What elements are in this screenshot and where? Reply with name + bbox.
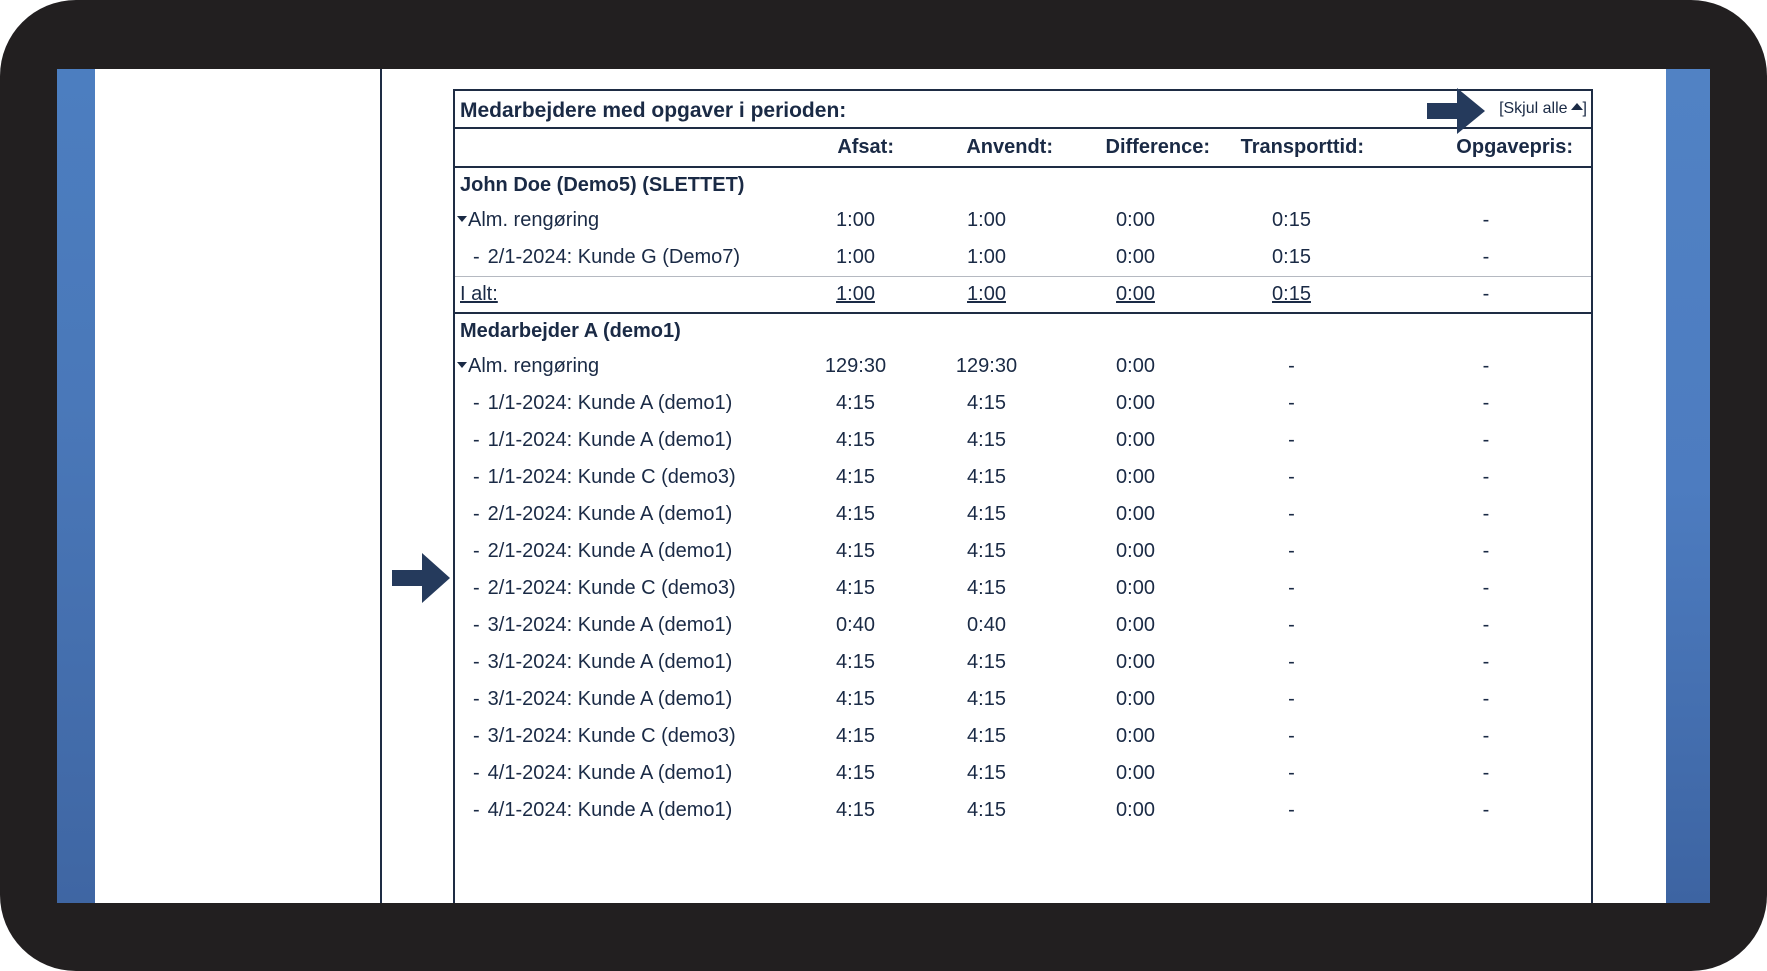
task-name-cell[interactable] <box>455 348 775 385</box>
task-row[interactable] <box>455 202 1591 239</box>
item-label: 3/1-2024: Kunde A (demo1) <box>487 651 733 673</box>
table-row <box>455 792 1591 829</box>
item-label: 3/1-2024: Kunde C (demo3) <box>487 725 736 747</box>
price-cell: - <box>1482 209 1490 231</box>
price-cell: - <box>1482 651 1490 673</box>
afsat-cell: 4:15 <box>836 540 875 562</box>
transport-cell: - <box>1288 688 1295 710</box>
transport-cell: - <box>1288 503 1295 525</box>
difference-cell: 0:00 <box>1116 799 1155 821</box>
table-header-row <box>455 129 1591 167</box>
table-row <box>455 681 1591 718</box>
afsat-cell: 4:15 <box>836 577 875 599</box>
item-label-cell: - 3/1-2024: Kunde A (demo1) <box>473 651 733 673</box>
price-cell: - <box>1482 577 1490 599</box>
transport-cell: - <box>1288 799 1295 821</box>
difference-cell: 0:00 <box>1116 355 1155 377</box>
difference-cell: 0:00 <box>1116 577 1155 599</box>
table-row <box>455 718 1591 755</box>
employees-table <box>455 129 1591 829</box>
price-cell: - <box>1482 392 1490 414</box>
table-row <box>455 607 1591 644</box>
difference-cell: 0:00 <box>1116 688 1155 710</box>
table-row <box>455 644 1591 681</box>
panel-header <box>455 91 1591 129</box>
item-label-cell: - 2/1-2024: Kunde A (demo1) <box>473 503 733 525</box>
item-label-cell: - 1/1-2024: Kunde A (demo1) <box>473 429 733 451</box>
difference-cell: 0:00 <box>1116 651 1155 673</box>
afsat-cell: 4:15 <box>836 429 875 451</box>
item-label: 2/1-2024: Kunde A (demo1) <box>487 503 733 525</box>
item-label: 1/1-2024: Kunde C (demo3) <box>487 466 736 488</box>
caret-down-icon[interactable] <box>457 216 467 222</box>
transport-cell: - <box>1288 651 1295 673</box>
total-price: - <box>1371 277 1591 314</box>
price-cell: - <box>1482 246 1490 268</box>
anvendt-cell: 4:15 <box>967 392 1006 414</box>
anvendt-cell: 4:15 <box>967 540 1006 562</box>
price-cell: - <box>1482 688 1490 710</box>
task-name: Alm. rengøring <box>468 355 600 377</box>
item-label: 2/1-2024: Kunde G (Demo7) <box>487 246 741 268</box>
afsat-cell: 4:15 <box>836 688 875 710</box>
afsat-cell: 0:40 <box>836 614 875 636</box>
item-label: 3/1-2024: Kunde A (demo1) <box>487 614 733 636</box>
employee-name: Medarbejder A (demo1) <box>460 319 681 342</box>
price-cell: - <box>1482 762 1490 784</box>
table-row <box>455 496 1591 533</box>
item-label-cell: - 3/1-2024: Kunde C (demo3) <box>473 725 736 747</box>
transport-cell: - <box>1288 762 1295 784</box>
price-cell: - <box>1482 503 1490 525</box>
difference-cell: 0:00 <box>1116 762 1155 784</box>
total-transport: 0:15 <box>1212 277 1371 314</box>
transport-cell: - <box>1288 355 1295 377</box>
item-label-cell: - 2/1-2024: Kunde G (Demo7) <box>473 246 741 268</box>
task-name: Alm. rengøring <box>468 209 600 231</box>
afsat-cell: 129:30 <box>824 355 887 377</box>
difference-cell: 0:00 <box>1116 209 1155 231</box>
desktop-background-right <box>1666 69 1710 903</box>
transport-cell: - <box>1288 466 1295 488</box>
item-label-cell: - 2/1-2024: Kunde C (demo3) <box>473 577 736 599</box>
item-label-cell: - 1/1-2024: Kunde C (demo3) <box>473 466 736 488</box>
difference-cell: 0:00 <box>1116 614 1155 636</box>
panel-title: Medarbejdere med opgaver i perioden: <box>460 99 847 122</box>
employee-row <box>455 313 1591 348</box>
afsat-cell: 4:15 <box>836 651 875 673</box>
anvendt-cell: 4:15 <box>967 503 1006 525</box>
afsat-cell: 1:00 <box>836 209 875 231</box>
item-label: 1/1-2024: Kunde A (demo1) <box>487 429 733 451</box>
total-label: I alt: <box>455 277 775 314</box>
desktop-background-left <box>57 69 95 903</box>
difference-cell: 0:00 <box>1116 725 1155 747</box>
price-cell: - <box>1482 466 1490 488</box>
column-header-afsat: Afsat: <box>775 129 898 167</box>
difference-cell: 0:00 <box>1116 540 1155 562</box>
hide-all-label: [Skjul alle <box>1499 100 1568 117</box>
task-name-cell[interactable] <box>455 202 775 239</box>
transport-cell: 0:15 <box>1272 209 1311 231</box>
anvendt-cell: 4:15 <box>967 429 1006 451</box>
difference-cell: 0:00 <box>1116 466 1155 488</box>
table-row <box>455 755 1591 792</box>
anvendt-cell: 1:00 <box>967 246 1006 268</box>
employee-name: John Doe (Demo5) (SLETTET) <box>460 173 745 196</box>
arrow-right-icon <box>392 553 450 603</box>
item-label: 3/1-2024: Kunde A (demo1) <box>487 688 733 710</box>
item-label: 1/1-2024: Kunde A (demo1) <box>487 392 733 414</box>
price-cell: - <box>1482 355 1490 377</box>
transport-cell: - <box>1288 392 1295 414</box>
anvendt-cell: 4:15 <box>967 762 1006 784</box>
item-label: 4/1-2024: Kunde A (demo1) <box>487 762 733 784</box>
item-label: 4/1-2024: Kunde A (demo1) <box>487 799 733 821</box>
anvendt-cell: 4:15 <box>967 725 1006 747</box>
price-cell: - <box>1482 614 1490 636</box>
table-row <box>455 570 1591 607</box>
hide-all-toggle[interactable] <box>1499 100 1587 118</box>
hide-all-suffix: ] <box>1582 100 1587 117</box>
arrow-right-icon <box>1427 88 1485 134</box>
item-label-cell: - 4/1-2024: Kunde A (demo1) <box>473 799 733 821</box>
transport-cell: - <box>1288 577 1295 599</box>
column-header-opgavepris: Opgavepris: <box>1371 129 1591 167</box>
afsat-cell: 4:15 <box>836 466 875 488</box>
item-label: 2/1-2024: Kunde A (demo1) <box>487 540 733 562</box>
item-label-cell: - 4/1-2024: Kunde A (demo1) <box>473 762 733 784</box>
caret-down-icon[interactable] <box>457 362 467 368</box>
price-cell: - <box>1482 540 1490 562</box>
total-difference: 0:00 <box>1057 277 1212 314</box>
triangle-up-icon <box>1571 103 1583 110</box>
transport-cell: - <box>1288 540 1295 562</box>
column-header-transporttid: Transporttid: <box>1212 129 1371 167</box>
afsat-cell: 4:15 <box>836 799 875 821</box>
difference-cell: 0:00 <box>1116 503 1155 525</box>
anvendt-cell: 4:15 <box>967 466 1006 488</box>
total-row <box>455 277 1591 314</box>
transport-cell: - <box>1288 429 1295 451</box>
transport-cell: 0:15 <box>1272 246 1311 268</box>
item-label-cell: - 2/1-2024: Kunde A (demo1) <box>473 540 733 562</box>
price-cell: - <box>1482 725 1490 747</box>
total-anvendt: 1:00 <box>898 277 1057 314</box>
column-header-name <box>455 129 775 167</box>
item-label: 2/1-2024: Kunde C (demo3) <box>487 577 736 599</box>
sidebar <box>95 69 382 903</box>
anvendt-cell: 4:15 <box>967 577 1006 599</box>
difference-cell: 0:00 <box>1116 246 1155 268</box>
anvendt-cell: 4:15 <box>967 799 1006 821</box>
column-header-difference: Difference: <box>1057 129 1212 167</box>
afsat-cell: 4:15 <box>836 725 875 747</box>
employee-row <box>455 167 1591 202</box>
afsat-cell: 4:15 <box>836 762 875 784</box>
employees-tasks-panel <box>453 89 1593 903</box>
column-header-anvendt: Anvendt: <box>898 129 1057 167</box>
item-label-cell: - 1/1-2024: Kunde A (demo1) <box>473 392 733 414</box>
item-label-cell: - 3/1-2024: Kunde A (demo1) <box>473 688 733 710</box>
table-row <box>455 533 1591 570</box>
afsat-cell: 1:00 <box>836 246 875 268</box>
anvendt-cell: 0:40 <box>967 614 1006 636</box>
table-row <box>455 422 1591 459</box>
anvendt-cell: 4:15 <box>967 688 1006 710</box>
table-row <box>455 239 1591 277</box>
afsat-cell: 4:15 <box>836 392 875 414</box>
anvendt-cell: 129:30 <box>955 355 1018 377</box>
difference-cell: 0:00 <box>1116 392 1155 414</box>
task-row[interactable] <box>455 348 1591 385</box>
screen <box>57 69 1710 903</box>
price-cell: - <box>1482 429 1490 451</box>
price-cell: - <box>1482 799 1490 821</box>
item-label-cell: - 3/1-2024: Kunde A (demo1) <box>473 614 733 636</box>
anvendt-cell: 1:00 <box>967 209 1006 231</box>
table-row <box>455 459 1591 496</box>
total-afsat: 1:00 <box>775 277 898 314</box>
transport-cell: - <box>1288 614 1295 636</box>
table-row <box>455 385 1591 422</box>
anvendt-cell: 4:15 <box>967 651 1006 673</box>
transport-cell: - <box>1288 725 1295 747</box>
afsat-cell: 4:15 <box>836 503 875 525</box>
difference-cell: 0:00 <box>1116 429 1155 451</box>
